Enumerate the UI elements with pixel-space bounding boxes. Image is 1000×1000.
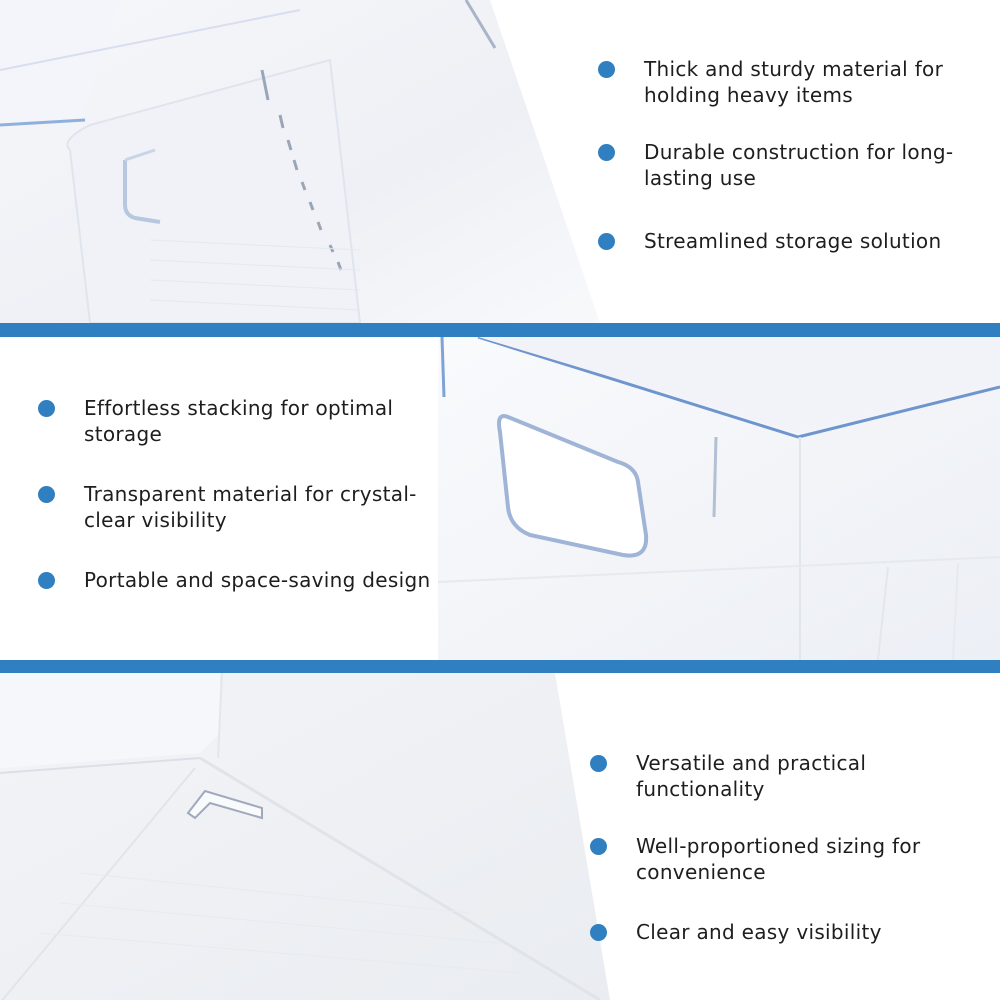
feature-text: Transparent material for crystal-clear visibility <box>84 482 417 532</box>
feature-text: Durable construction for long-lasting use <box>644 140 954 190</box>
feature-item <box>590 919 990 945</box>
feature-text: Well-proportioned sizing for convenience <box>636 834 921 884</box>
bullet-dot-icon <box>590 755 607 772</box>
feature-panel-middle <box>0 337 1000 660</box>
feature-item <box>598 139 988 191</box>
feature-list <box>590 750 990 945</box>
clear-bin-side-photo <box>438 337 1000 660</box>
feature-panel-bottom <box>0 673 1000 1000</box>
section-divider <box>0 660 1000 673</box>
feature-item <box>38 567 448 593</box>
bullet-dot-icon <box>38 486 55 503</box>
feature-item <box>590 750 990 802</box>
feature-item <box>38 481 448 533</box>
feature-text: Portable and space-saving design <box>84 568 431 592</box>
bullet-dot-icon <box>598 144 615 161</box>
feature-item <box>38 395 448 447</box>
feature-item <box>598 56 988 108</box>
bullet-dot-icon <box>38 572 55 589</box>
clear-bin-interior-photo <box>0 673 640 1000</box>
feature-item <box>590 833 990 885</box>
feature-text: Clear and easy visibility <box>636 920 882 944</box>
feature-text: Streamlined storage solution <box>644 229 942 253</box>
clear-bin-handle-photo <box>0 0 600 323</box>
feature-text: Versatile and practical functionality <box>636 751 867 801</box>
feature-list <box>38 395 448 593</box>
bullet-dot-icon <box>590 924 607 941</box>
bullet-dot-icon <box>590 838 607 855</box>
bullet-dot-icon <box>598 233 615 250</box>
feature-item <box>598 228 988 254</box>
feature-list <box>598 56 988 254</box>
feature-text: Thick and sturdy material for holding heavy items <box>644 57 944 107</box>
bullet-dot-icon <box>598 61 615 78</box>
feature-panel-top <box>0 0 1000 323</box>
feature-text: Effortless stacking for optimal storage <box>84 396 394 446</box>
bullet-dot-icon <box>38 400 55 417</box>
section-divider <box>0 323 1000 337</box>
